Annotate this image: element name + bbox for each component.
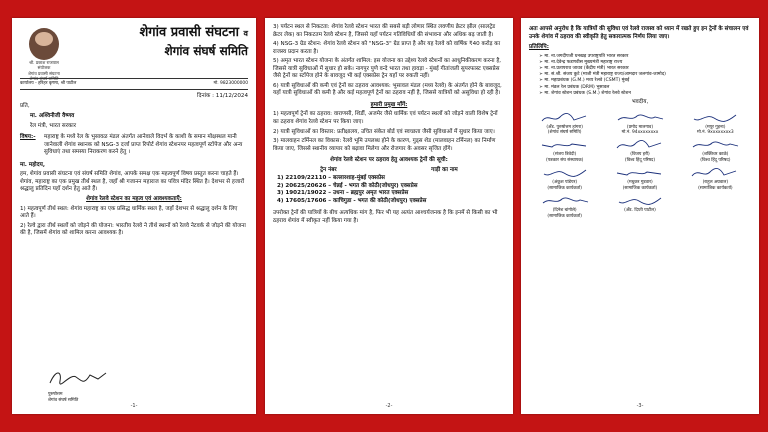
closing-paragraph: उपरोक्त ट्रेनों की यात्रियों के बीच अत्यधिक मांग है, फिर भी यह अत्यंत आश्चर्यजनक है कि इनमें से किसी का भी ठहराव शेगांव में स्वीकृत नहीं किया गया है। — [273, 210, 498, 225]
convener-line: श्री. प्रकाश राजपाल — [29, 60, 59, 65]
signatory — [680, 166, 751, 192]
signature-icon — [690, 111, 740, 125]
subject-text: महाराष्ट्र के मध्ये रेल के भुसावळ मंडल अंतर्गत आनेवाले विदर्भ के काशी के समान मोक्षस्थल मानी जानेवाली शेगांव स्थानक को NSG-3 दर्जा प्राप्त रिपोर्ट शेगांव स्टेशनपर महत्वपूर्ण स्टॉपेज और अन्य सुविधाएं तथा समस्या निराकरण करने हेतु । — [44, 134, 243, 156]
train-list-title: शेगांव रेलवे स्टेशन पर ठहराव हेतु आवश्यक ट्रेनों की सूची: — [330, 157, 448, 164]
org-title-2: शेगांव संघर्ष समिति — [164, 43, 248, 58]
signatory-role: (सामाजिक कार्यकर्ता) — [622, 186, 658, 192]
signatory-name: (मधुकर गुडवार) — [627, 180, 653, 186]
signature-block — [48, 367, 108, 404]
convener-line: शेगांव संघर्ष समिति — [29, 75, 59, 81]
point: 1) महत्वपूर्ण तीर्थ स्थल: शेगांव महाराष्ट्र का एक प्रसिद्ध धार्मिक स्थल है, जहाँ देशभर से श्रद्धालु दर्शन के लिए आते हैं। — [20, 205, 238, 220]
train-row: 4) 17605/17606 – काचिगुडा - भगत की कोठी(जोधपुर) एक्सप्रेस — [277, 197, 427, 204]
signatory-role: (विश्व हिंदू परिषद) — [624, 158, 656, 164]
signatory — [604, 111, 675, 137]
copy-list — [539, 54, 751, 97]
signature-icon — [690, 138, 740, 152]
signatory-name: (संजय त्रिवेदी) — [553, 152, 577, 158]
signature-icon — [540, 194, 590, 208]
signatory — [604, 194, 675, 220]
to-label: प्रति, — [20, 103, 30, 110]
signatory-role: (सामाजिक कार्यकर्ता) — [547, 214, 582, 220]
point: 6) यात्री सुविधाओं की कमी एवं ट्रेनों का ठहराव आवश्यक: भुसावल मंडल (मध्य रेलवे) के अंतर्गत होने के बावजूद, यहाँ यात्री सुविधाओं की कमी है और कई महत्वपूर्ण ट्रेनों का ठहराव नहीं है, जिससे यात्रियों को असुविधा हो रही है। — [273, 82, 502, 97]
signatory — [529, 166, 600, 192]
signatory — [529, 111, 600, 137]
signatory-name: (अँड. दिप्ती पाटील) — [624, 208, 656, 214]
page-number: -3- — [636, 403, 644, 410]
phone: मो. 9823000000 — [213, 81, 248, 86]
letter-page-2 — [265, 18, 513, 414]
copy-item: ➢ मा. मंडल रेल प्रबंधक (DRM) भुसावल — [539, 85, 751, 91]
signatory-name: (शक्तिधर काळे) — [702, 152, 729, 158]
signatory-role: मो.नं. 94xxxxxxxx — [621, 130, 659, 136]
train-row: 2) 20625/20626 – चेन्नई - भगत की कोठी(जोधपुर) एक्सप्रेस — [277, 182, 418, 189]
org-title: शेगांव प्रवासी संघटना — [139, 25, 240, 40]
demand: 3) मालवाहन टर्मिनल का विकास: रेलवे भूमि उपलब्ध होने के कारण, गुड्स शेड (मालवाहन टर्मिनल) का निर्माण किया जाए, जिससे स्थानीय व्यापार को बढ़ावा मिलेगा और रोजगार के अवसर सृजित होंगे। — [273, 138, 496, 152]
signatories-grid — [529, 111, 751, 221]
signature-icon — [540, 138, 590, 152]
signature-icon — [615, 138, 665, 152]
convener-line: शेगांव प्रवासी संघटना — [28, 70, 60, 76]
signatory-name: (प्रमोद मालगाव) — [626, 124, 654, 130]
copy-item: ➢ मा. ना.प्रतापराव जाधव (केंद्रीय मंत्री) भारत सरकार — [539, 66, 751, 72]
sign-note: शेगांव संघर्ष समिति — [48, 398, 79, 404]
train-row: 1) 22109/22110 – बल्लारशाह-मुंबई एक्सप्रेस — [277, 175, 385, 182]
regards: भवदीय, — [631, 98, 649, 105]
intro-paragraph: हम, शेगांव प्रवासी संघटना एवं संघर्ष समिति शेगांव, आपके समक्ष एक महत्वपूर्ण विषय प्रस्तुत करना चाहते हैं। शेगांव, महाराष्ट्र का एक प्रमुख तीर्थ स्थल है, जहाँ श्री गजानन महाराज का पवित्र मंदिर स्थित है। देशभर से हजारों श्रद्धालु प्रतिदिन यहाँ दर्शन हेतु आते हैं। — [20, 171, 245, 193]
signatory-role: मो.नं. 9xxxxxxxx3 — [696, 130, 734, 136]
point: 3) पर्यटन स्थल से निकटता: शेगांव रेलवे स्टेशन भारत की सबसे बड़ी लोणार स्थित लवणीय क्रेटर झील (सालट्रेड क्रेटर लेक) का निकटतम रेलवे स्टेशन है, जिससे यहाँ पर्यटन गतिविधियों की संभावना और अधिक बढ़ जाती है। — [273, 24, 496, 38]
org-suffix: व — [243, 29, 248, 38]
signatory-name: (दिनेश बांगोले) — [552, 208, 577, 214]
signatory-role: (शेगांव संघर्ष समिति) — [547, 130, 582, 136]
signature-icon — [615, 111, 665, 125]
signatory-role: (विश्व हिंदू परिषद) — [700, 158, 731, 164]
train-table-header — [273, 167, 505, 175]
signatory-name: (अंकुश पांडेयर) — [552, 180, 578, 186]
signatory — [604, 138, 675, 164]
convener-photo — [29, 28, 59, 60]
signature-icon — [540, 111, 590, 125]
train-list — [277, 175, 505, 205]
signature-icon — [48, 367, 108, 389]
signatory-name: (विजय हरी) — [630, 152, 650, 158]
request-paragraph: अतः आपसे अनुरोध है कि यात्रियों की सुविधा एवं रेलवे राजस्व को ध्यान में रखते हुए इन ट्रेनों के संचालन एवं उनके शेगांव में ठहराव की स्वीकृति हेतु सकारात्मक निर्णय लिया जाए। — [529, 26, 749, 40]
copy-item: ➢ मा. सं.श्री. संजय कुटे (माजी मंत्री महाराष्ट्र राज्य/आमदार जलगांव-जामोद) — [539, 72, 751, 78]
copy-item: ➢ मा. महाप्रबंधक (G.M.) मध्य रेलवे (CSMT) मुंबई — [539, 78, 751, 84]
point: 2) रेल्वे द्वारा तीर्थ स्थलों को जोड़ने की योजना: भारतीय रेलवे ने तीर्थ स्थानों को रेलवे नेटवर्क से जोड़ने की योजना की है, जिसमें शेगांव को शामिल करना आवश्यक है। — [20, 222, 246, 237]
to-name: मा. अश्विनीजी वैष्णव — [30, 113, 75, 120]
signatory-role: (सामाजिक कार्यकर्ता) — [698, 186, 733, 192]
signatory — [604, 166, 675, 192]
subject-label: विषय:- — [20, 134, 36, 141]
signatory — [680, 138, 751, 164]
letterhead — [20, 24, 248, 79]
point: 4) NSG-3 ग्रेड स्टेशन: शेगांव रेलवे स्टेशन को "NSG-3" ग्रेड प्राप्त है और यह रेलवे को वार्षिक ₹40 करोड़ का राजस्व प्रदान करता है। — [273, 41, 501, 55]
convener-line: संयोजक — [37, 65, 51, 71]
copy-item: ➢ मा. ना.देवेन्द्र फडणवीस मुख्यमंत्री महाराष्ट्र राज्य — [539, 60, 751, 66]
letter-page-3 — [521, 18, 759, 414]
letter-page-1 — [12, 18, 256, 414]
demands-title: हमारी प्रमुख माँगें: — [370, 101, 408, 108]
signatory-name: (मयूर गुहना) — [705, 124, 726, 130]
copy-item: ➢ मा. शेगांव स्टेशन प्रबंधक (S.M.) शेगांव रेलवे स्टेशन — [539, 91, 751, 97]
signature-icon — [615, 166, 665, 180]
train-col-name: गाड़ी का नाम — [431, 166, 458, 173]
signatory-role: (पत्रकार संघ संस्थापक) — [545, 158, 584, 164]
address-bar — [20, 79, 248, 90]
page-number: -2- — [385, 403, 393, 410]
address: कार्यालय - हरिहर कृष्णा, श्री पाटील — [20, 81, 77, 86]
signature-icon — [690, 166, 740, 180]
copy-item: ➢ मा. ना.जगदीपजी धनखड़ उपराष्ट्रपति भारत सरकार — [539, 54, 751, 60]
letter-date: दिनांक : 11/12/2024 — [197, 92, 248, 99]
signatory — [529, 138, 600, 164]
signatory-name: (राहुल अग्रवाल) — [702, 180, 729, 186]
signatory-name: (अँड. पुरुषोत्तम हांगरा) — [546, 124, 583, 130]
page-number: -1- — [130, 403, 138, 410]
signatory — [529, 194, 600, 220]
signature-icon — [540, 166, 590, 180]
sign-name: पुरुषोत्तम — [48, 392, 63, 398]
to-role: रेल मंत्री, भारत सरकार — [30, 122, 77, 129]
demand: 2) यात्री सुविधाओं का विस्तार: प्रतीक्षालय, उचित संकेत बोर्ड एवं स्वच्छता जैसी सुविधाओं में सुधार किया जाए। — [273, 128, 495, 135]
signatory — [680, 111, 751, 137]
point: 5) अमृत भारत स्टेशन योजना के अंतर्गत शामिल: इस योजना का उद्देश्य रेलवे स्टेशनों का आधुनिकीकरण करना है, जिससे यात्री सुविधाओं में सुधार हो सके। नागपुर पुणे वन्दे भारत तथा हावड़ा - मुंबई गीतांजली सुपरफास्ट एक्सप्रेस जैसे ट्रेनों का स्टॉपेज होने के बावजूद भी कई एक्सप्रेस ट्रेन यहाँ पर रुकती नहीं। — [273, 58, 502, 80]
train-col-number: ट्रेन नंबर — [320, 166, 337, 173]
copy-label: प्रतिलिपि: — [529, 44, 549, 51]
signature-icon — [615, 194, 665, 208]
section-title: शेगांव रेलवे स्टेशन का महत्व एवं आवश्यकताएँ: — [86, 195, 182, 202]
train-row: 3) 19021/19022 – उधना – ब्रह्मपुर अमृत भारत एक्सप्रेस — [277, 190, 409, 197]
demand: 1) महत्वपूर्ण ट्रेनों का ठहराव: वाराणसी, शिर्डी, अजमेर जैसे धार्मिक एवं पर्यटन स्थलों को जोड़ने वाली विशेष ट्रेनों का ठहराव शेगांव रेलवे स्टेशन पर किया जाए। — [273, 111, 498, 126]
salutation: मा. महोदय, — [20, 161, 45, 168]
signatory-role: (सामाजिक कार्यकर्ता) — [547, 186, 582, 192]
